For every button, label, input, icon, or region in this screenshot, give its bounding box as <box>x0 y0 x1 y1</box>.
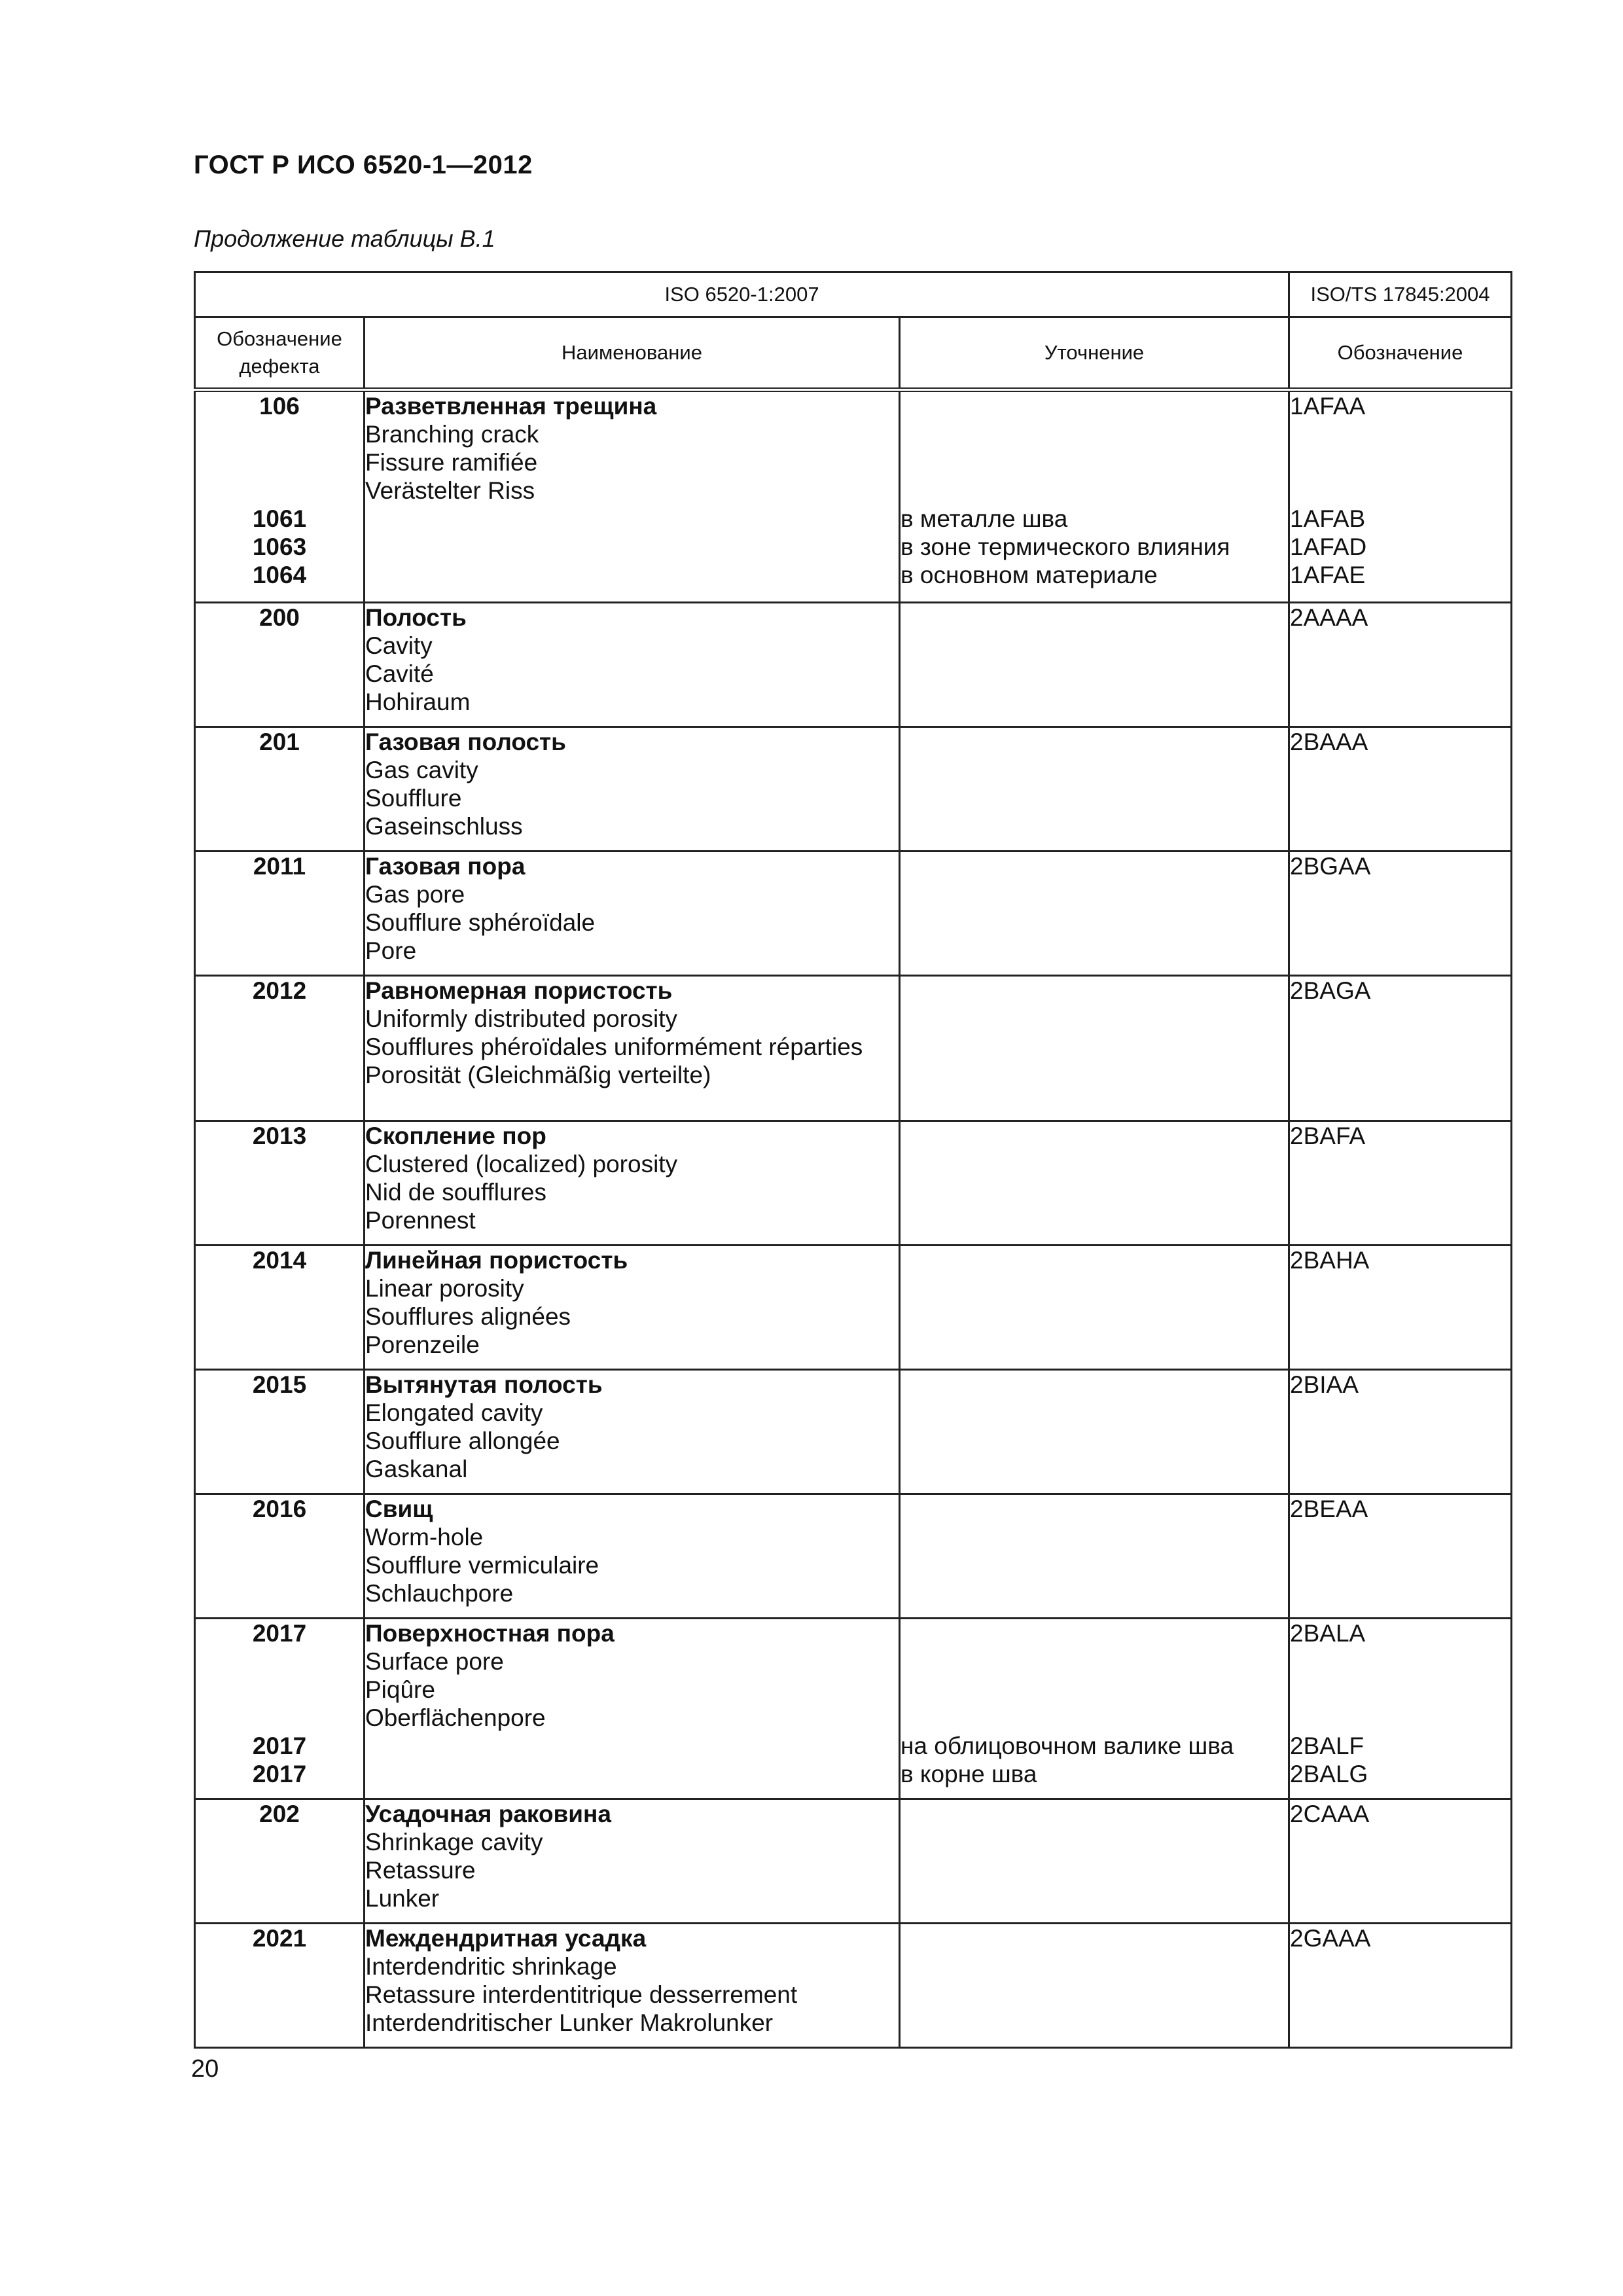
defect-name-line: Nid de soufflures <box>365 1179 546 1206</box>
defect-name-line: Soufflures phéroïdales uniformément réparties <box>365 1033 863 1060</box>
defect-name-cell <box>365 1121 900 1246</box>
ts-code-line: 2BALA <box>1290 1620 1366 1647</box>
defect-code-line: 2016 <box>252 1496 307 1522</box>
clarification-cell <box>900 727 1289 852</box>
iso-ts-17845-header: ISO/TS 17845:2004 <box>1289 272 1512 317</box>
page-number: 20 <box>191 2055 219 2083</box>
defect-name-line: Linear porosity <box>365 1275 524 1302</box>
defect-name-line: Lunker <box>365 1885 440 1912</box>
defect-name-cell <box>365 1494 900 1619</box>
defect-code-line: 1063 <box>252 533 307 560</box>
defect-name-line: Soufflure vermiculaire <box>365 1552 599 1579</box>
ts-code-line: 2BAHA <box>1290 1247 1370 1274</box>
defect-name-line: Soufflure <box>365 785 462 812</box>
defect-code-line: 2013 <box>252 1122 307 1149</box>
clarification-line <box>901 1619 1288 1647</box>
table-row <box>195 1619 1512 1799</box>
defects-table <box>194 271 1512 2049</box>
clarification-line <box>901 476 1288 505</box>
clarification-cell <box>900 1619 1289 1799</box>
ts-code-cell <box>1289 390 1512 603</box>
defect-name-line: Газовая полость <box>365 728 566 755</box>
ts-code-line: 2BAFA <box>1290 1122 1366 1149</box>
clarification-line: на облицовочном валике шва <box>901 1732 1234 1759</box>
defect-code-line <box>196 1704 363 1732</box>
ts-code-line: 2BIAA <box>1290 1371 1359 1398</box>
ts-code-cell <box>1289 1619 1512 1799</box>
defect-name-line: Retassure <box>365 1857 476 1884</box>
ts-code-line: 2BALG <box>1290 1761 1368 1787</box>
clarification-line <box>901 1647 1288 1676</box>
defect-code-cell <box>195 976 365 1121</box>
defect-code-cell <box>195 852 365 976</box>
ts-code-line: 2GAAA <box>1290 1925 1371 1952</box>
table-body <box>195 390 1512 2048</box>
ts-code-line <box>1290 420 1510 448</box>
defect-name-line: Soufflure allongée <box>365 1427 560 1454</box>
clarification-cell <box>900 1494 1289 1619</box>
defect-code-line: 2017 <box>252 1761 307 1787</box>
defect-name-line: Усадочная раковина <box>365 1801 611 1827</box>
clarification-line <box>901 392 1288 420</box>
clarification-line: в зоне термического влияния <box>901 533 1230 560</box>
defect-code-line: 1064 <box>252 562 307 588</box>
defect-code-line: 2021 <box>252 1925 307 1952</box>
ts-code-cell <box>1289 727 1512 852</box>
defect-code-line <box>196 1676 363 1704</box>
ts-code-line: 2BAAA <box>1290 728 1368 755</box>
defect-name-cell <box>365 1370 900 1494</box>
ts-code-line: 2AAAA <box>1290 604 1368 631</box>
defect-code-cell <box>195 1924 365 2048</box>
ts-code-cell <box>1289 852 1512 976</box>
ts-code-line <box>1290 448 1510 476</box>
clarification-cell <box>900 1121 1289 1246</box>
clarification-cell <box>900 603 1289 727</box>
defect-name-line: Verästelter Riss <box>365 477 535 504</box>
defect-name-line: Газовая пора <box>365 853 526 880</box>
defect-code-cell <box>195 1121 365 1246</box>
ts-code-line: 2BALF <box>1290 1732 1364 1759</box>
defect-code-line: 201 <box>259 728 300 755</box>
defect-name-line: Elongated cavity <box>365 1399 543 1426</box>
defect-name-line: Линейная пористость <box>365 1247 628 1274</box>
defect-name-line: Свищ <box>365 1496 433 1522</box>
clarification-cell <box>900 1246 1289 1370</box>
defect-code-cell <box>195 603 365 727</box>
defect-name-line: Soufflure sphéroïdale <box>365 909 596 936</box>
defect-name-line: Interdendritischer Lunker Makrolunker <box>365 2009 774 2036</box>
ts-code-line <box>1290 476 1510 505</box>
col-header-defect-code: Обозначение дефекта <box>195 317 365 390</box>
defect-name-cell <box>365 1924 900 2048</box>
clarification-cell <box>900 390 1289 603</box>
table-row <box>195 1121 1512 1246</box>
clarification-cell <box>900 1370 1289 1494</box>
defect-name-cell <box>365 1619 900 1799</box>
defect-name-line: Pore <box>365 937 417 964</box>
defect-name-line: Gaskanal <box>365 1456 468 1482</box>
defect-code-line: 2011 <box>253 853 306 880</box>
clarification-line: в корне шва <box>901 1761 1037 1787</box>
defect-code-cell <box>195 1619 365 1799</box>
table-row <box>195 727 1512 852</box>
table-row <box>195 1799 1512 1924</box>
defect-name-line: Piqûre <box>365 1676 435 1703</box>
col-header-name: Наименование <box>365 317 900 390</box>
document-header: ГОСТ Р ИСО 6520-1—2012 <box>194 151 533 179</box>
clarification-line <box>901 1676 1288 1704</box>
clarification-line <box>901 1704 1288 1732</box>
defect-name-cell <box>365 603 900 727</box>
defect-code-cell <box>195 727 365 852</box>
clarification-line <box>901 420 1288 448</box>
ts-code-cell <box>1289 1494 1512 1619</box>
table-row <box>195 1246 1512 1370</box>
clarification-line: в основном материале <box>901 562 1158 588</box>
defect-name-line: Gaseinschluss <box>365 813 523 840</box>
table-row <box>195 603 1512 727</box>
ts-code-cell <box>1289 1246 1512 1370</box>
defect-name-line: Porenzeile <box>365 1331 480 1358</box>
defect-name-cell <box>365 727 900 852</box>
ts-code-line <box>1290 1647 1510 1676</box>
ts-code-line: 2CAAA <box>1290 1801 1370 1827</box>
ts-code-cell <box>1289 603 1512 727</box>
defect-name-line: Schlauchpore <box>365 1580 514 1607</box>
defect-code-cell <box>195 1799 365 1924</box>
defect-name-line: Hohiraum <box>365 689 471 715</box>
defect-name-line: Porennest <box>365 1207 476 1234</box>
defect-name-line: Скопление пор <box>365 1122 546 1149</box>
defect-name-line: Interdendritic shrinkage <box>365 1953 617 1980</box>
defect-name-line: Gas cavity <box>365 757 478 783</box>
defect-code-line: 2017 <box>252 1732 307 1759</box>
defect-code-cell <box>195 1494 365 1619</box>
table-caption: Продолжение таблицы В.1 <box>194 225 495 252</box>
ts-code-cell <box>1289 1121 1512 1246</box>
column-header-row <box>195 317 1512 390</box>
defect-name-line: Междендритная усадка <box>365 1925 647 1952</box>
col-header-ts-code: Обозначение <box>1289 317 1512 390</box>
clarification-cell <box>900 1924 1289 2048</box>
defect-name-line: Gas pore <box>365 881 465 908</box>
defect-code-line <box>196 476 363 505</box>
ts-code-line: 2BGAA <box>1290 853 1371 880</box>
defect-code-line: 202 <box>259 1801 300 1827</box>
defect-name-line: Uniformly distributed porosity <box>365 1005 678 1032</box>
ts-code-line: 1AFAA <box>1290 393 1366 420</box>
ts-code-cell <box>1289 1799 1512 1924</box>
ts-code-line: 1AFAE <box>1290 562 1366 588</box>
defect-name-line: Worm-hole <box>365 1524 484 1551</box>
defect-code-cell <box>195 390 365 603</box>
defect-name-line: Cavity <box>365 632 433 659</box>
defect-code-line: 2017 <box>252 1620 307 1647</box>
defect-name-line: Fissure ramifiée <box>365 449 538 476</box>
defect-name-line: Shrinkage cavity <box>365 1829 543 1856</box>
defect-code-line <box>196 420 363 448</box>
defect-name-line: Branching crack <box>365 421 539 448</box>
defect-name-cell <box>365 1799 900 1924</box>
defect-name-line: Разветвленная трещина <box>365 393 657 420</box>
defect-name-line: Clustered (localized) porosity <box>365 1151 678 1177</box>
table-row <box>195 976 1512 1121</box>
defect-name-cell <box>365 852 900 976</box>
ts-code-line: 2BAGA <box>1290 977 1371 1004</box>
clarification-cell <box>900 852 1289 976</box>
ts-code-cell <box>1289 976 1512 1121</box>
defect-name-line: Cavité <box>365 660 434 687</box>
group-header-row <box>195 272 1512 317</box>
clarification-line: в металле шва <box>901 505 1068 532</box>
iso-6520-header: ISO 6520-1:2007 <box>195 272 1289 317</box>
defect-name-line: Oberflächenpore <box>365 1704 546 1731</box>
defect-name-cell <box>365 976 900 1121</box>
defect-code-line: 2012 <box>252 977 307 1004</box>
defect-code-line: 2014 <box>252 1247 307 1274</box>
ts-code-line <box>1290 1704 1510 1732</box>
defect-name-line: Поверхностная пора <box>365 1620 615 1647</box>
defect-code-cell <box>195 1246 365 1370</box>
ts-code-cell <box>1289 1924 1512 2048</box>
defect-code-line <box>196 448 363 476</box>
defect-code-line: 106 <box>259 393 300 420</box>
clarification-cell <box>900 1799 1289 1924</box>
defect-code-line: 1061 <box>252 505 307 532</box>
col-header-clarification: Уточнение <box>900 317 1289 390</box>
defect-name-line: Retassure interdentitrique desserrement <box>365 1981 798 2008</box>
table-row <box>195 1924 1512 2048</box>
defect-name-line: Soufflures alignées <box>365 1303 571 1330</box>
ts-code-line: 2BEAA <box>1290 1496 1368 1522</box>
defect-name-line: Porosität (Gleichmäßig verteilte) <box>365 1062 711 1088</box>
defect-code-cell <box>195 1370 365 1494</box>
ts-code-line <box>1290 1676 1510 1704</box>
clarification-line <box>901 448 1288 476</box>
ts-code-line: 1AFAB <box>1290 505 1366 532</box>
ts-code-cell <box>1289 1370 1512 1494</box>
table-row <box>195 1494 1512 1619</box>
ts-code-line: 1AFAD <box>1290 533 1367 560</box>
defect-name-line: Вытянутая полость <box>365 1371 603 1398</box>
defect-code-line: 2015 <box>252 1371 307 1398</box>
defect-code-line: 200 <box>259 604 300 631</box>
defect-name-cell <box>365 390 900 603</box>
defect-code-line <box>196 1647 363 1676</box>
table-row <box>195 852 1512 976</box>
defect-name-line: Surface pore <box>365 1648 504 1675</box>
defect-name-cell <box>365 1246 900 1370</box>
defect-name-line: Полость <box>365 604 467 631</box>
defect-name-line: Равномерная пористость <box>365 977 673 1004</box>
table-row <box>195 1370 1512 1494</box>
table-row <box>195 390 1512 603</box>
clarification-cell <box>900 976 1289 1121</box>
